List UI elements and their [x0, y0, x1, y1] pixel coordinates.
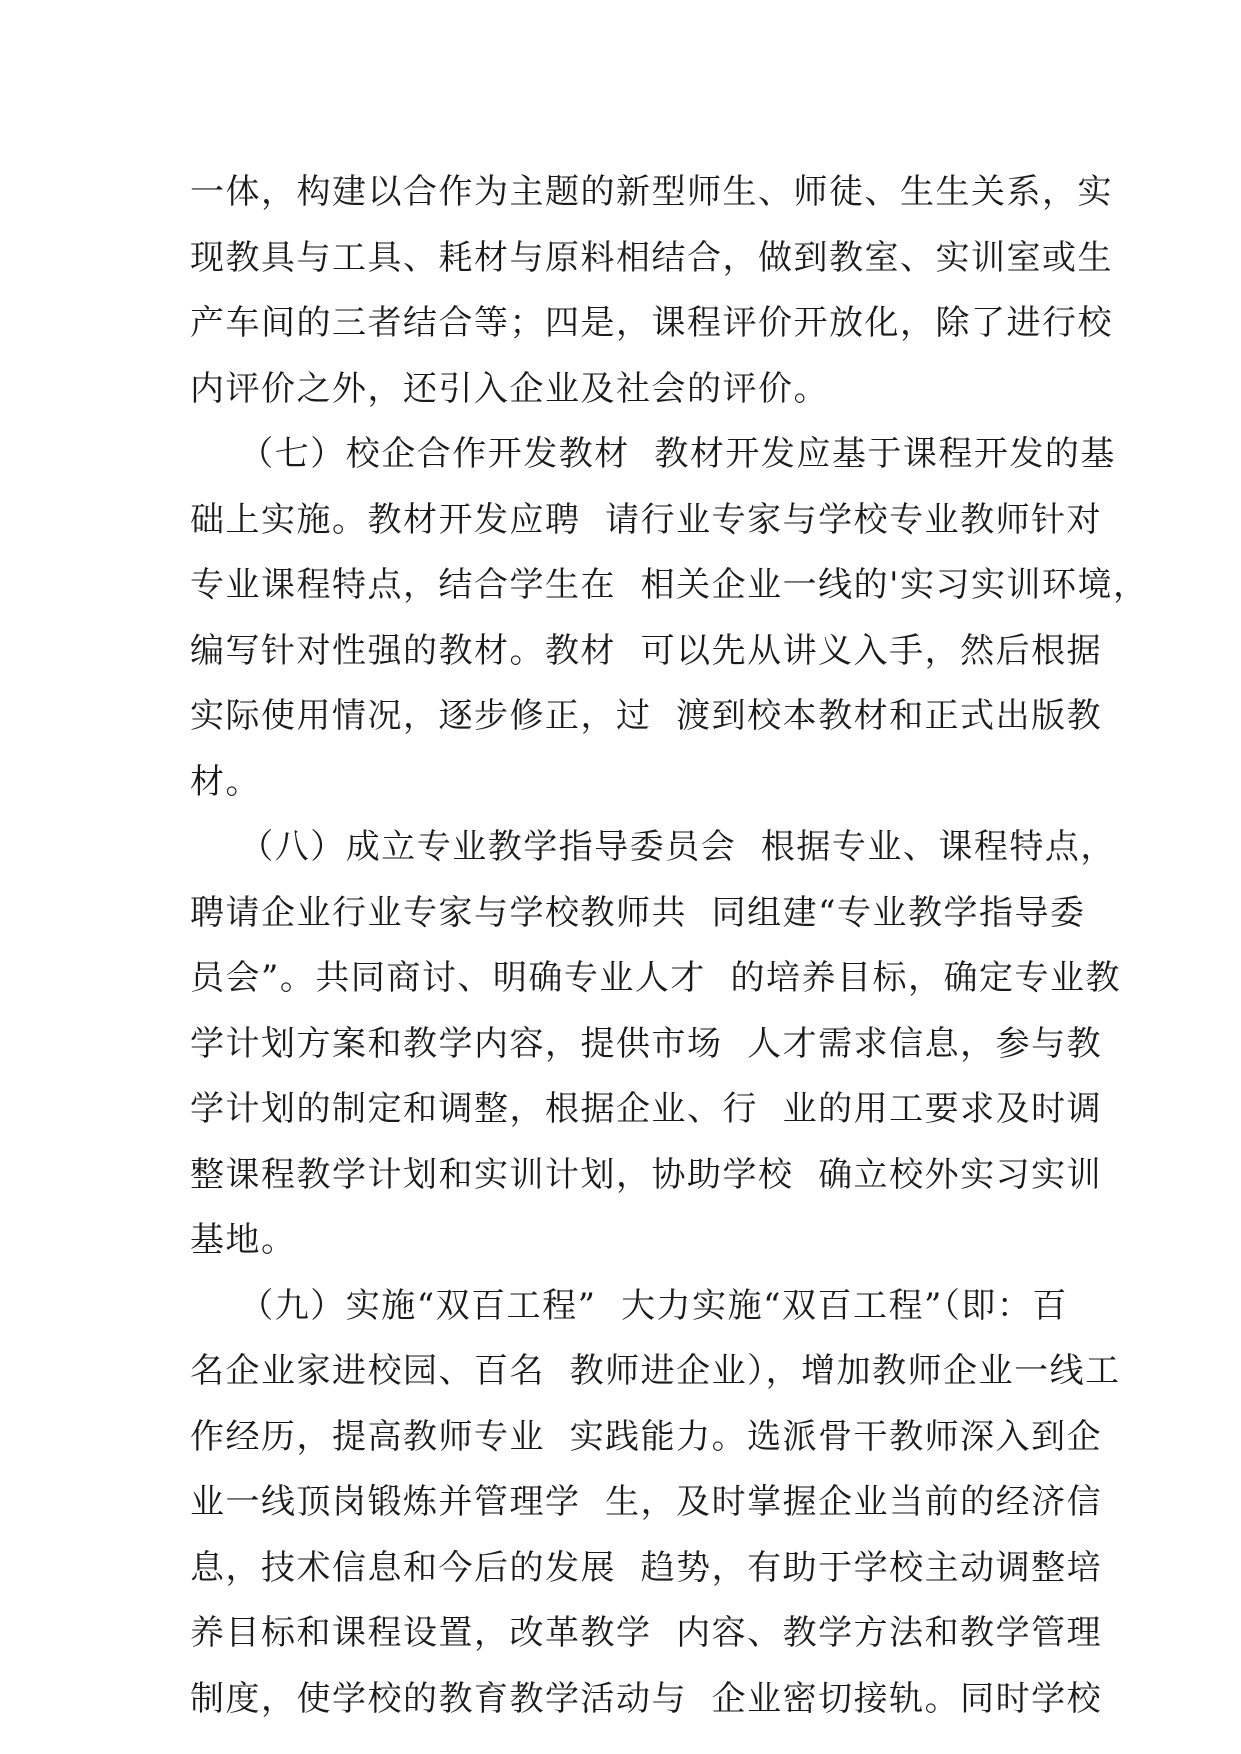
- text-line: 产车间的三者结合等；四是，课程评价开放化，除了进行校: [190, 303, 1113, 343]
- text-line: 制度，使学校的教育教学活动与 企业密切接轨。同时学校: [190, 1678, 1103, 1719]
- text-line: （八）成立专业教学指导委员会 根据专业、课程特点，: [190, 827, 1116, 867]
- text-line: 一体，构建以合作为主题的新型师生、师徒、生生关系，实: [190, 172, 1113, 212]
- text-line: 聘请企业行业专家与学校教师共 同组建“专业教学指导委: [190, 892, 1086, 933]
- text-line: 材。: [190, 761, 261, 802]
- text-line: 员会”。共同商讨、明确专业人才 的培养目标，确定专业教: [190, 958, 1121, 998]
- text-line: 学计划方案和教学内容，提供市场 人才需求信息，参与教: [190, 1023, 1103, 1064]
- text-line: （九）实施“双百工程” 大力实施“双百工程”（即：百: [190, 1285, 1068, 1326]
- text-line: 名企业家进校园、百名 教师进企业），增加教师企业一线工: [190, 1351, 1121, 1391]
- text-line: 编写针对性强的教材。教材 可以先从讲义入手，然后根据: [190, 630, 1103, 671]
- text-line: 现教具与工具、耗材与原料相结合，做到教室、实训室或生: [190, 237, 1113, 278]
- text-line: 础上实施。教材开发应聘 请行业专家与学校专业教师针对: [190, 499, 1103, 540]
- text-line: 学计划的制定和调整，根据企业、行 业的用工要求及时调: [190, 1089, 1103, 1129]
- text-line: 息，技术信息和今后的发展 趋势，有助于学校主动调整培: [190, 1547, 1103, 1588]
- text-line: （七）校企合作开发教材 教材开发应基于课程开发的基: [190, 434, 1116, 474]
- text-line: 作经历，提高教师专业 实践能力。选派骨干教师深入到企: [190, 1416, 1103, 1457]
- text-line: 养目标和课程设置，改革教学 内容、教学方法和教学管理: [190, 1613, 1103, 1653]
- body-text: [190, 160, 1149, 1732]
- text-line: 基地。: [190, 1220, 297, 1260]
- text-line: 实际使用情况，逐步修正，过 渡到校本教材和正式出版教: [190, 696, 1103, 736]
- text-line: 专业课程特点，结合学生在 相关企业一线的'实习实训环境，: [190, 565, 1149, 605]
- text-line: 内评价之外，还引入企业及社会的评价。: [190, 368, 829, 409]
- text-line: 整课程教学计划和实训计划，协助学校 确立校外实习实训: [190, 1154, 1103, 1195]
- text-line: 业一线顶岗锻炼并管理学 生，及时掌握企业当前的经济信: [190, 1482, 1103, 1522]
